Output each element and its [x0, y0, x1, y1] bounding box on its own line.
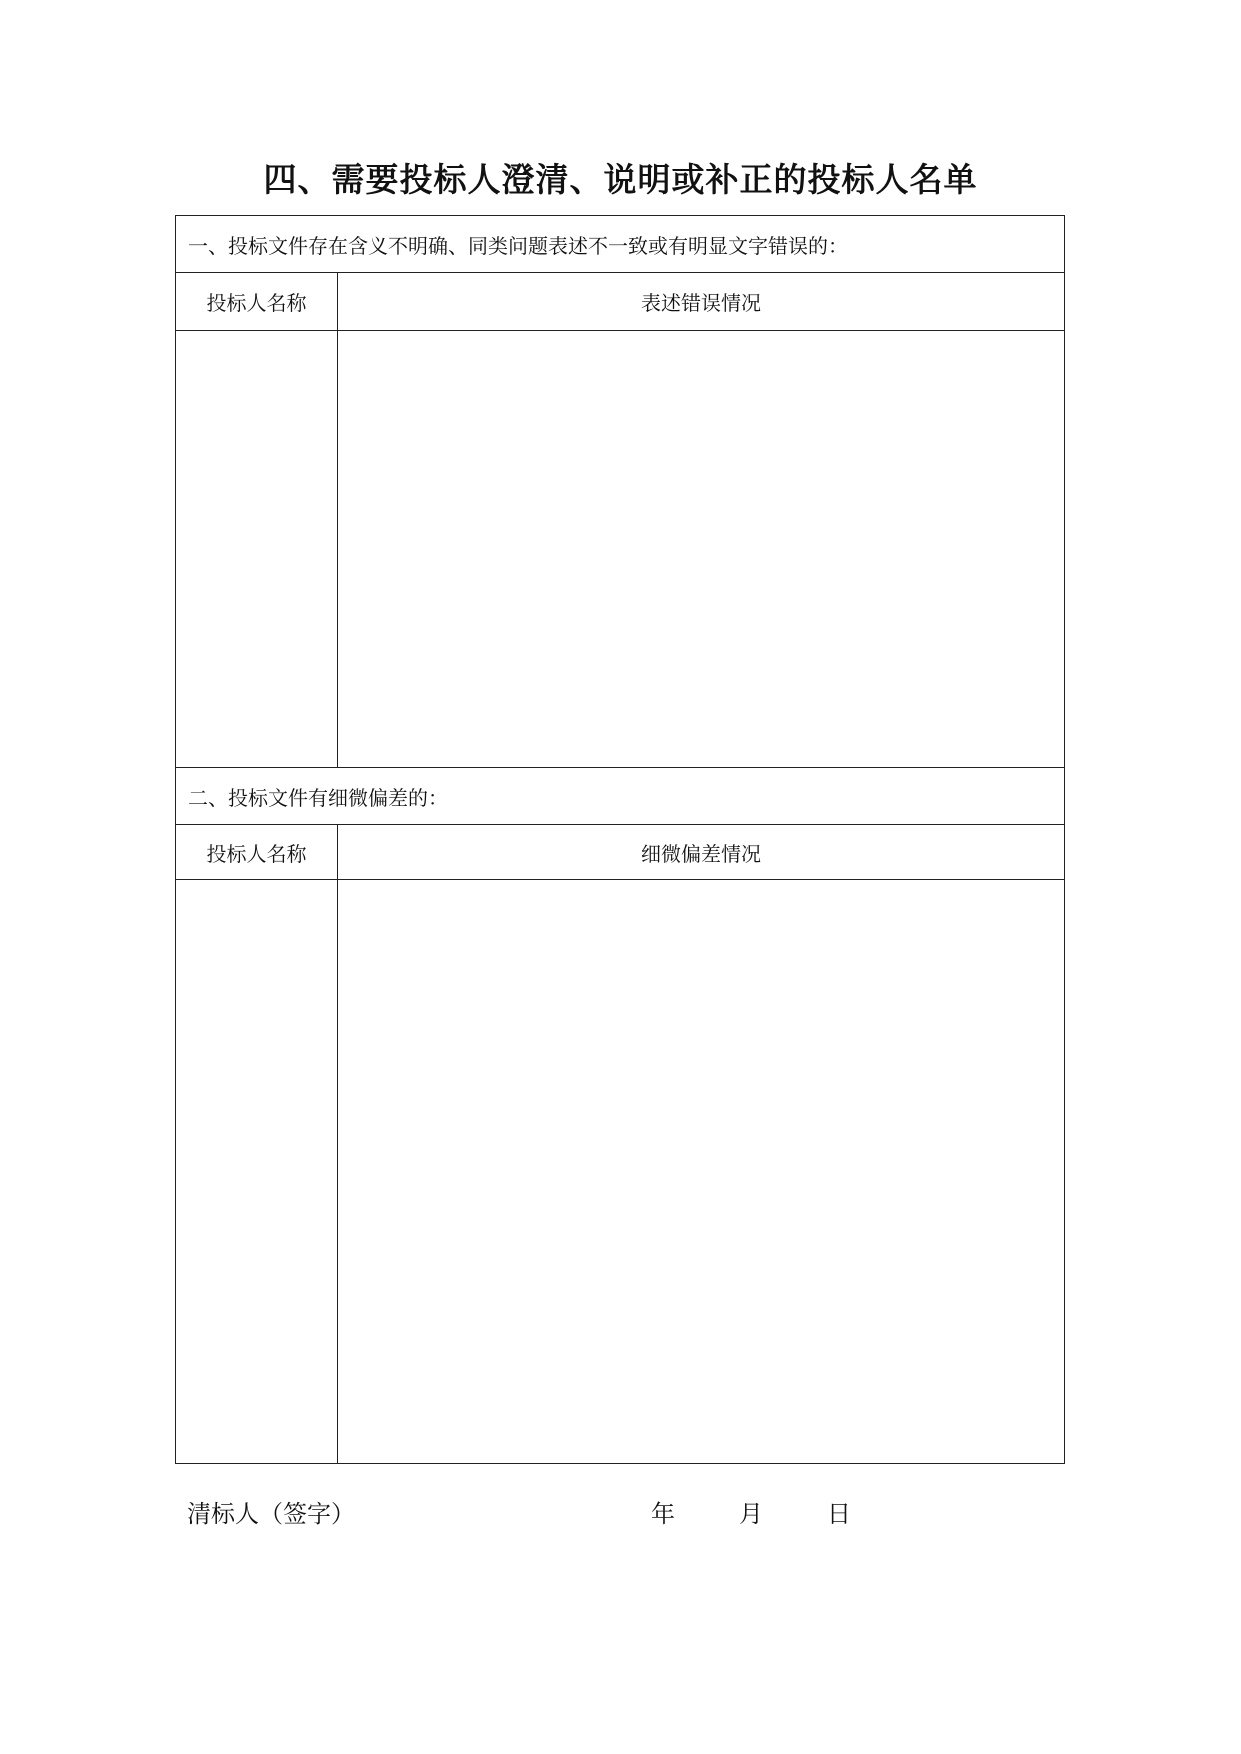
date-year-label: 年: [651, 1500, 675, 1528]
section-2-bidder-name-cell[interactable]: [176, 880, 338, 1464]
page-title: 四、需要投标人澄清、说明或补正的投标人名单: [263, 160, 978, 199]
section-1-col-error-detail: 表述错误情况: [338, 273, 1065, 331]
clarification-table: [175, 215, 1065, 1464]
section-2-deviation-detail-cell[interactable]: [338, 880, 1065, 1464]
section-1-bidder-name-cell[interactable]: [176, 331, 338, 768]
section-1-error-detail-cell[interactable]: [338, 331, 1065, 768]
section-1-heading: 一、投标文件存在含义不明确、同类问题表述不一致或有明显文字错误的：: [176, 216, 1065, 273]
date-month-label: 月: [739, 1500, 763, 1528]
section-1-entry-row: [176, 331, 1065, 768]
section-2-heading: 二、投标文件有细微偏差的：: [176, 768, 1065, 825]
section-2-col-bidder-name: 投标人名称: [176, 825, 338, 880]
date-day-label: 日: [827, 1500, 851, 1528]
section-2-col-deviation-detail: 细微偏差情况: [338, 825, 1065, 880]
section-2-entry-row: [176, 880, 1065, 1464]
section-2-heading-row: [176, 768, 1065, 825]
signer-label: 清标人（签字）: [187, 1500, 355, 1528]
section-2-header-row: [176, 825, 1065, 880]
section-1-header-row: [176, 273, 1065, 331]
section-1-col-bidder-name: 投标人名称: [176, 273, 338, 331]
section-1-heading-row: [176, 216, 1065, 273]
